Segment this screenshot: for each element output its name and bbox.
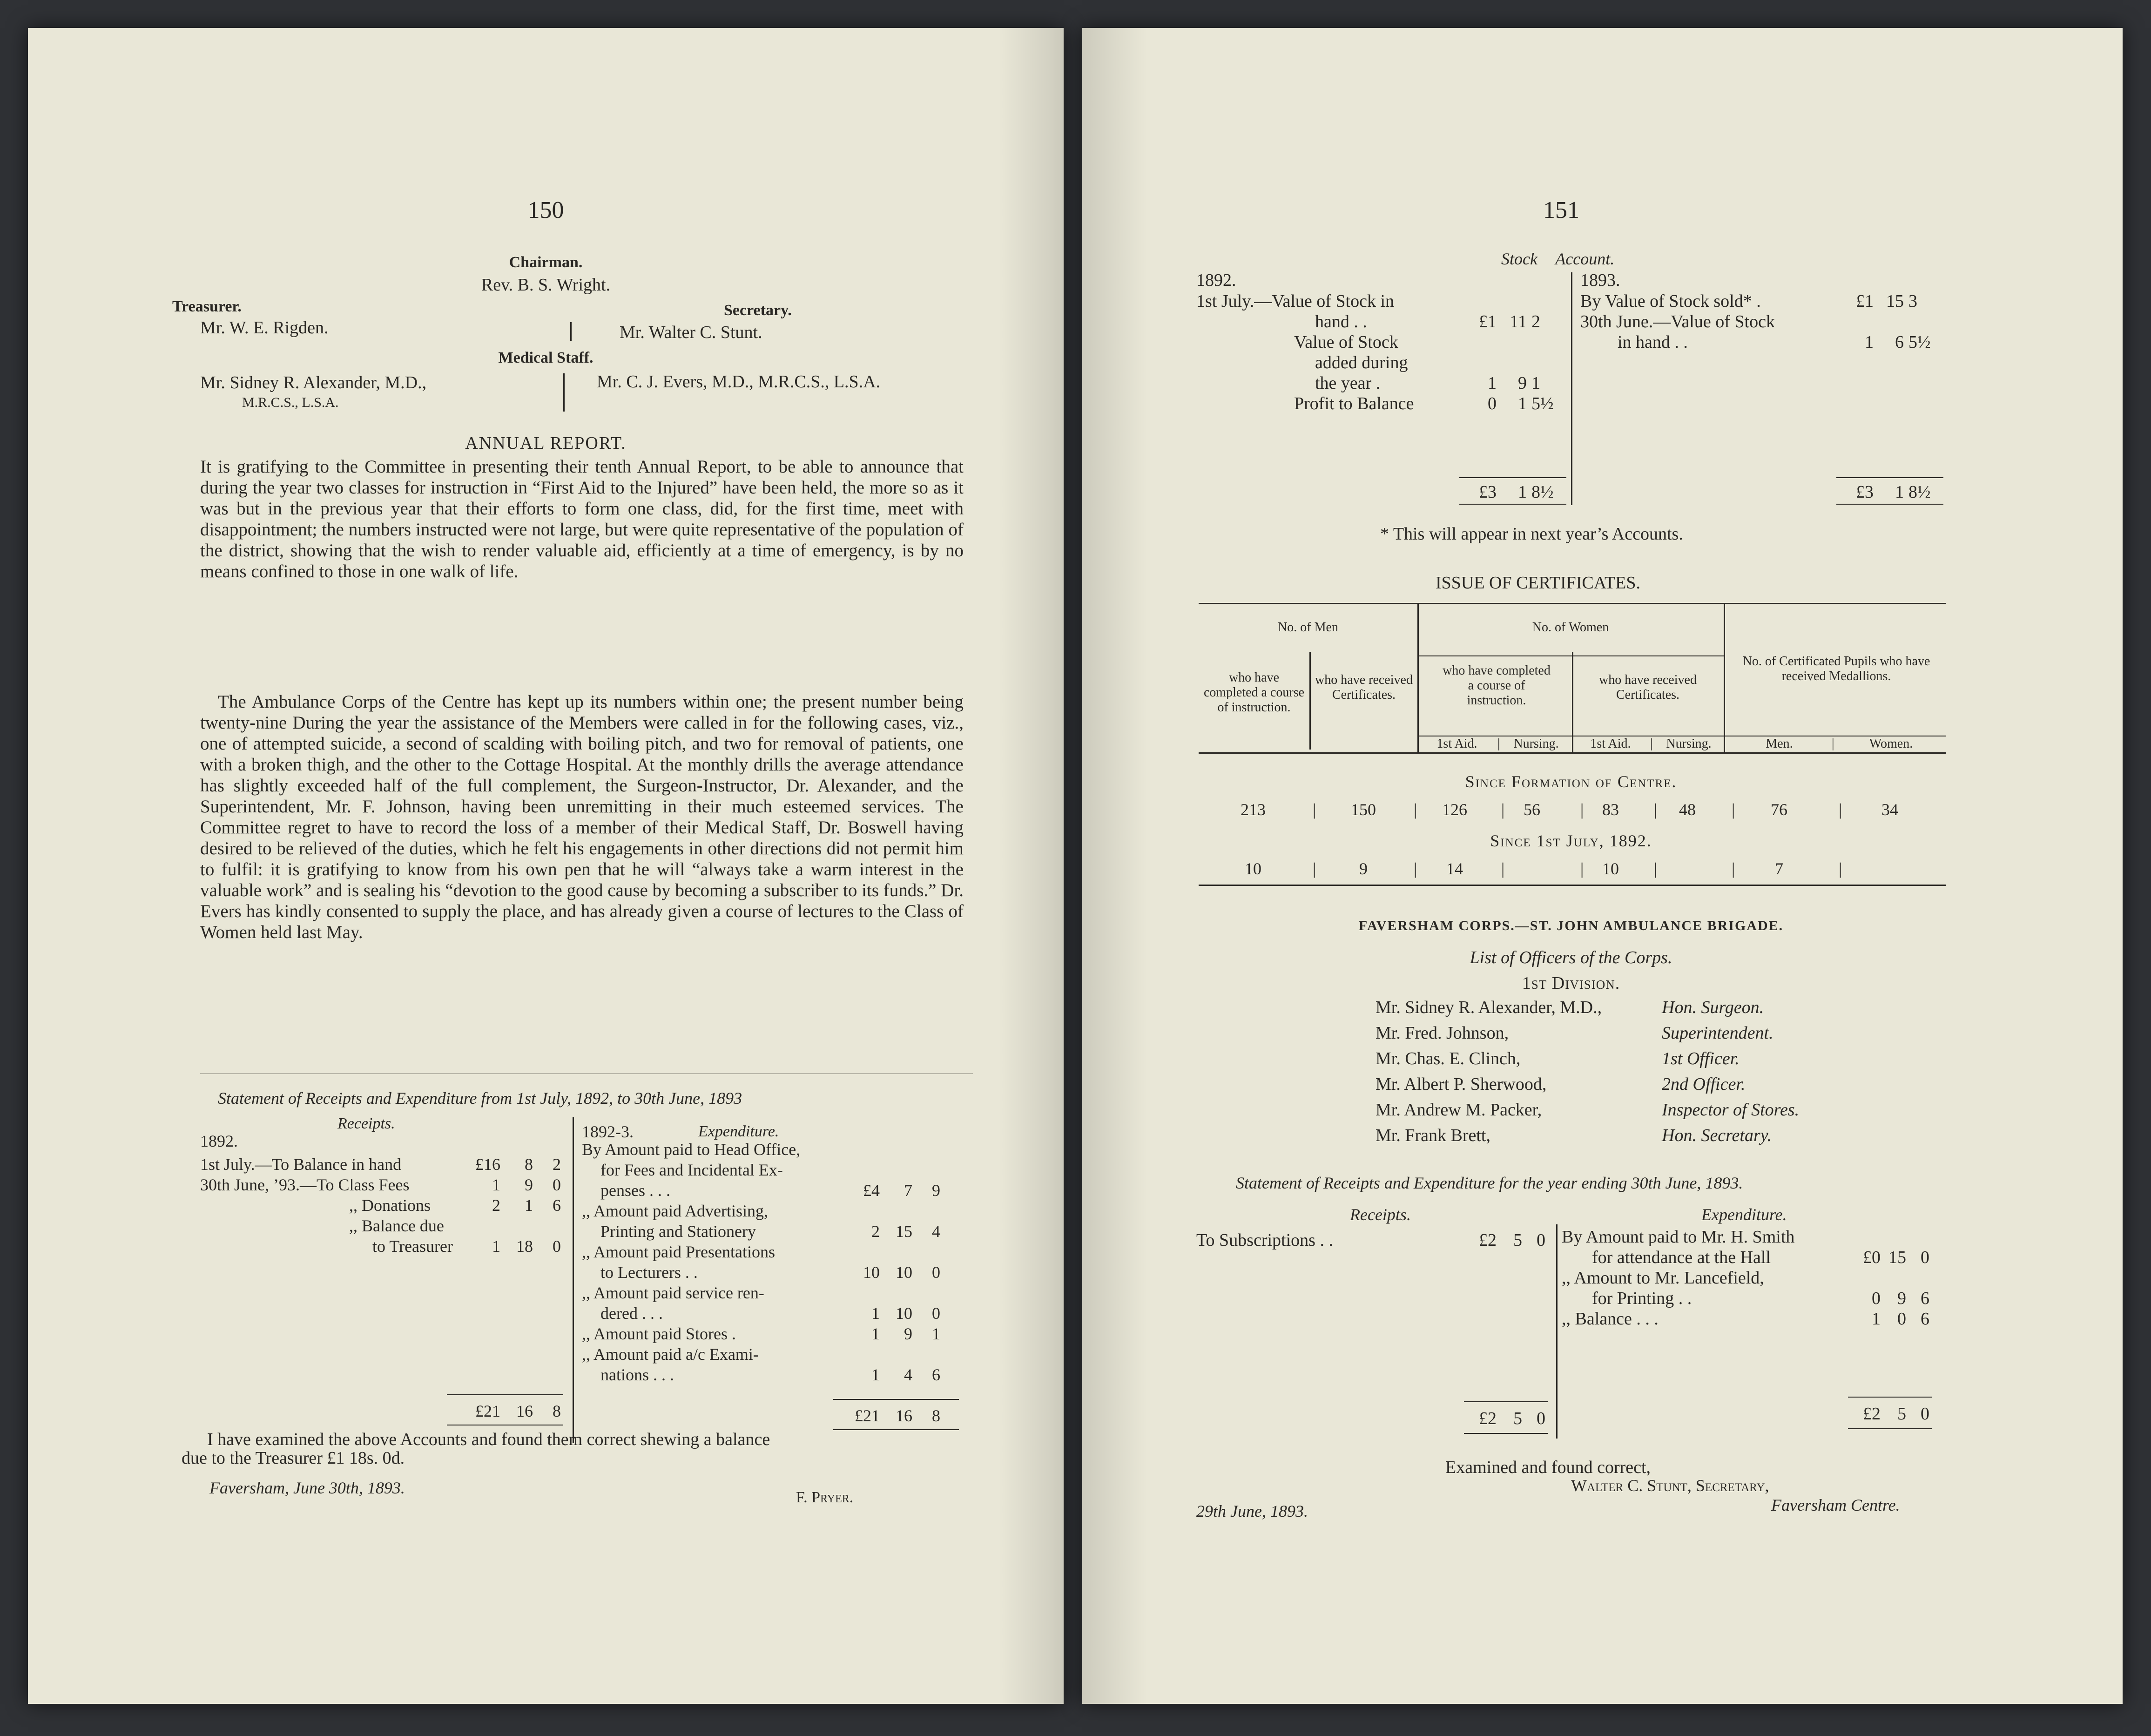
expenditure-line-label: nations . . . <box>600 1365 674 1384</box>
medical-staff-right-line1: Mr. C. J. Evers, M.D., M.R.C.S., L.S.A. <box>597 372 881 392</box>
subheader-nursing: Nursing. <box>1666 736 1712 751</box>
stock-account-title: Stock Account. <box>1501 250 1615 268</box>
expenditure-total-pounds: £21 <box>855 1406 880 1425</box>
expenditure-line-label: ,, Amount to Mr. Lancefield, <box>1562 1268 1764 1288</box>
expenditure-line-pence: 6 <box>1921 1289 1929 1308</box>
total-rule <box>1836 504 1943 505</box>
right-page <box>1082 28 2123 1704</box>
expenditure-line-label: Printing and Stationery <box>600 1222 756 1241</box>
statement2-receipts-total-pounds: £2 <box>1479 1409 1497 1428</box>
stock-line-label: the year . <box>1315 373 1381 393</box>
chairman-heading: Chairman. <box>509 254 583 271</box>
expenditure-line-pence: 1 <box>932 1324 940 1343</box>
cell-separator: | <box>1414 859 1417 878</box>
total-rule <box>1836 477 1943 478</box>
total-rule <box>1464 1433 1548 1434</box>
stock-line-pounds: £1 <box>1479 312 1497 331</box>
officer-role: 1st Officer. <box>1662 1049 1740 1068</box>
expenditure-line-pounds: 2 <box>871 1222 880 1241</box>
receipt-line-pence: 0 <box>553 1237 561 1256</box>
total-rule <box>1848 1397 1932 1398</box>
expenditure-line-pence: 6 <box>1921 1309 1929 1329</box>
stock-line-pounds: 1 <box>1488 373 1497 393</box>
receipt-line-label: To Subscriptions . . <box>1196 1230 1333 1250</box>
expenditure-line-label: for Printing . . <box>1592 1289 1692 1308</box>
total-rule <box>1848 1428 1932 1429</box>
receipt-line-label: ,, Donations <box>349 1196 431 1215</box>
subheader-separator: | <box>1832 736 1834 751</box>
table-bottom-rule <box>1199 885 1946 886</box>
officer-role: 2nd Officer. <box>1662 1074 1746 1094</box>
expenditure-line-label: ,, Amount paid Stores . <box>582 1324 736 1343</box>
expenditure-line-pounds: £0 <box>1863 1248 1881 1267</box>
total-rule <box>447 1394 563 1395</box>
stock-line-label: Profit to Balance <box>1294 394 1414 413</box>
expenditure-line-label: ,, Amount paid service ren- <box>582 1283 764 1302</box>
expenditure-line-pence: 9 <box>932 1181 940 1200</box>
expenditure-line-shillings: 15 <box>896 1222 912 1241</box>
statement2-title: Statement of Receipts and Expenditure for the year ending 30th June, 1893. <box>1236 1174 1743 1192</box>
stock-line-pounds: 1 <box>1865 332 1874 352</box>
receipts-year: 1892. <box>200 1132 238 1150</box>
expenditure-line-shillings: 9 <box>904 1324 912 1343</box>
expenditure-line-label: dered . . . <box>600 1304 663 1323</box>
table-cell: 213 <box>1241 800 1266 819</box>
examined-line: Examined and found correct, <box>1445 1458 1651 1477</box>
receipt-line-shillings: 9 <box>525 1175 533 1194</box>
stock-right-total-pence: 8½ <box>1908 482 1931 502</box>
secretary-heading: Secretary. <box>724 302 792 319</box>
statement2-receipts-heading: Receipts. <box>1350 1205 1411 1224</box>
stock-line-label: in hand . . <box>1618 332 1688 352</box>
table-divider <box>1309 652 1311 750</box>
treasurer-name: Mr. W. E. Rigden. <box>200 318 329 338</box>
expenditure-line-shillings: 10 <box>896 1263 912 1282</box>
cell-separator: | <box>1313 800 1316 819</box>
stock-line-shillings: 11 <box>1510 312 1527 331</box>
stock-line-label: added during <box>1315 353 1408 372</box>
table-cell: 126 <box>1442 800 1467 819</box>
receipts-total-pounds: £21 <box>475 1402 500 1420</box>
total-rule <box>1464 1401 1548 1402</box>
receipt-line-shillings: 5 <box>1513 1230 1522 1250</box>
expenditure-line-label: for Fees and Incidental Ex- <box>600 1161 783 1179</box>
auditor-signature: F. Pryer. <box>796 1489 854 1506</box>
cell-separator: | <box>1580 859 1584 878</box>
receipt-line-pounds: 1 <box>492 1237 500 1256</box>
signer-place: Faversham Centre. <box>1771 1496 1900 1514</box>
treasurer-heading: Treasurer. <box>172 298 242 315</box>
stock-line-shillings: 1 <box>1518 394 1527 413</box>
stock-line-pence: 5½ <box>1531 394 1554 413</box>
chairman-name: Rev. B. S. Wright. <box>481 275 611 295</box>
receipt-line-pence: 0 <box>553 1175 561 1194</box>
header-women-completed: who have completed a course of instruction. <box>1443 663 1551 708</box>
header-no-of-women: No. of Women <box>1532 620 1609 635</box>
report-paragraph-1: It is gratifying to the Committee in presenting their tenth Annual Report, to be able to announce that during the year two classes for instruction in “First Aid to the Injured” have been held, the more so as it was but in the previous year that their efforts to form one class, did, for the first time, meet with disappointment; the numbers instructed were not large, but were quite representative of the population of the district, showing that the wish to render valuable aid, efficiently at a time of emergency, is by no means confined to those in one walk of life. <box>200 457 964 581</box>
since-formation-label: Since Formation of Centre. <box>1465 772 1677 791</box>
officer-name: Mr. Andrew M. Packer, <box>1376 1100 1542 1120</box>
statement2-expenditure-total-pence: 0 <box>1921 1404 1929 1424</box>
expenditure-line-label: ,, Amount paid a/c Exami- <box>582 1345 759 1364</box>
expenditure-line-pounds: 1 <box>871 1304 880 1323</box>
stock-line-shillings: 6 <box>1895 332 1904 352</box>
expenditure-line-shillings: 15 <box>1888 1248 1906 1267</box>
officer-name: Mr. Albert P. Sherwood, <box>1376 1074 1547 1094</box>
table-top-rule <box>1199 603 1946 604</box>
expenditure-line-label: ,, Amount paid Advertising, <box>582 1202 768 1220</box>
column-divider <box>1556 1224 1558 1439</box>
cell-separator: | <box>1732 859 1735 878</box>
expenditure-line-label: penses . . . <box>600 1181 670 1200</box>
statement2-receipts-total-pence: 0 <box>1537 1409 1545 1428</box>
signer-line <box>1571 1476 1769 1495</box>
stock-line-label: 30th June.—Value of Stock <box>1580 312 1775 331</box>
expenditure-line-pounds: 0 <box>1872 1289 1881 1308</box>
table-cell: 9 <box>1359 859 1368 878</box>
receipt-line-label: to Treasurer <box>372 1237 453 1256</box>
stock-left-total-pence: 8½ <box>1531 482 1554 502</box>
stock-left-total-shillings: 1 <box>1518 482 1527 502</box>
place-date: Faversham, June 30th, 1893. <box>209 1479 405 1497</box>
subheader-separator: | <box>1650 736 1653 751</box>
expenditure-line-pounds: 1 <box>871 1365 880 1384</box>
audit-line-2: due to the Treasurer £1 18s. 0d. <box>182 1448 405 1468</box>
officer-role: Inspector of Stores. <box>1662 1100 1800 1120</box>
expenditure-line-label: for attendance at the Hall <box>1592 1248 1771 1267</box>
cell-separator: | <box>1654 859 1658 878</box>
cell-separator: | <box>1313 859 1316 878</box>
total-rule <box>1459 504 1566 505</box>
subheader-women: Women. <box>1869 736 1913 751</box>
since-july-label: Since 1st July, 1892. <box>1490 831 1652 850</box>
stock-left-total-pounds: £3 <box>1479 482 1497 502</box>
cell-separator: | <box>1501 800 1505 819</box>
receipt-line-pounds: £2 <box>1479 1230 1497 1250</box>
receipt-line-label: 30th June, ’93.—To Class Fees <box>200 1175 410 1194</box>
page-number: 150 <box>527 197 564 223</box>
table-cell: 150 <box>1351 800 1376 819</box>
medical-staff-left-line1: Mr. Sidney R. Alexander, M.D., <box>200 373 427 392</box>
cell-separator: | <box>1580 800 1584 819</box>
expenditure-line-pence: 6 <box>932 1365 940 1384</box>
expenditure-line-pence: 4 <box>932 1222 940 1241</box>
expenditure-line-pence: 0 <box>932 1304 940 1323</box>
table-cell: 76 <box>1771 800 1787 819</box>
stock-right-year: 1893. <box>1580 270 1620 290</box>
table-cell: 56 <box>1524 800 1540 819</box>
table-cell: 10 <box>1602 859 1619 878</box>
receipt-line-shillings: 18 <box>516 1237 533 1256</box>
statement2-receipts-total-shillings: 5 <box>1513 1409 1522 1428</box>
rule <box>200 1073 973 1074</box>
stock-line-pence: 2 <box>1531 312 1540 331</box>
expenditure-year: 1892-3. <box>582 1122 634 1141</box>
officer-name: Mr. Sidney R. Alexander, M.D., <box>1376 998 1602 1017</box>
statement2-expenditure-total-pounds: £2 <box>1863 1404 1881 1424</box>
annual-report-heading: ANNUAL REPORT. <box>465 433 627 453</box>
officer-name: Mr. Fred. Johnson, <box>1376 1023 1509 1043</box>
cell-separator: | <box>1732 800 1735 819</box>
receipts-heading: Receipts. <box>337 1115 395 1132</box>
expenditure-line-shillings: 10 <box>896 1304 912 1323</box>
table-divider <box>1724 604 1725 752</box>
cell-separator: | <box>1501 859 1505 878</box>
signer-name: Walter C. Stunt, Secretary, <box>1571 1476 1769 1495</box>
stock-footnote: * This will appear in next year’s Accounts. <box>1380 524 1683 544</box>
total-rule <box>833 1399 959 1400</box>
audit-line-1: I have examined the above Accounts and found them correct shewing a balance <box>207 1430 770 1449</box>
stock-line-pence: 3 <box>1908 291 1917 311</box>
statement2-date: 29th June, 1893. <box>1196 1502 1308 1520</box>
cell-separator: | <box>1414 800 1417 819</box>
expenditure-line-pounds: 1 <box>871 1324 880 1343</box>
receipt-line-pence: 0 <box>1537 1230 1545 1250</box>
table-cell: 34 <box>1881 800 1898 819</box>
header-women-received: who have received Certificates. <box>1599 673 1697 702</box>
table-cell: 48 <box>1679 800 1696 819</box>
header-no-of-men: No. of Men <box>1278 620 1338 635</box>
receipt-line-pence: 6 <box>553 1196 561 1215</box>
expenditure-line-shillings: 4 <box>904 1365 912 1384</box>
subheader-separator: | <box>1497 736 1500 751</box>
statement2-expenditure-total-shillings: 5 <box>1897 1404 1906 1424</box>
stock-line-pence: 1 <box>1531 373 1540 393</box>
stock-line-shillings: 9 <box>1518 373 1527 393</box>
stock-line-pence: 5½ <box>1908 332 1931 352</box>
stock-line-label: hand . . <box>1315 312 1367 331</box>
table-rule <box>1417 655 1724 656</box>
officer-role: Hon. Surgeon. <box>1662 998 1764 1017</box>
stock-line-label: 1st July.—Value of Stock in <box>1196 291 1395 311</box>
gutter-shadow <box>1082 28 1147 1704</box>
stock-line-label: Value of Stock <box>1294 332 1398 352</box>
report-paragraph-2: The Ambulance Corps of the Centre has kept up its numbers within one; the present number being twenty-nine During the year the assistance of the Members were called in for the following cases, viz., one of attempted suicide, a second of scalding with boiling pitch, and two for removal of patients, one with a broken thigh, and the other to the Cottage Hospital. At the monthly drills the average attendance has slightly exceeded half of the full complement, the Surgeon-Instructor, Dr. Alexander, and the Superintendent, Mr. F. Johnson, having been unremitting in their much esteemed services. The Committee regret to have to record the loss of a member of their Medical Staff, Dr. Boswell having desired to be relieved of the duties, which he felt his engagements in other directions did not permit him to fulfil: it is gratifying to know from his own pen that he will “always take a warm interest in the valuable work” and is sealing his “devotion to the good cause by becoming a subscriber to its funds.” Dr. Evers has kindly consented to supply the place, and has already given a course of lectures to the Class of Women held last May. <box>200 692 964 942</box>
expenditure-line-pounds: £4 <box>863 1181 880 1200</box>
receipt-line-pounds: £16 <box>475 1155 500 1174</box>
expenditure-line-label: By Amount paid to Head Office, <box>582 1140 801 1159</box>
table-cell: 83 <box>1602 800 1619 819</box>
table-cell: 7 <box>1775 859 1783 878</box>
subheader-first-aid: 1st Aid. <box>1436 736 1477 751</box>
stock-right-total-pounds: £3 <box>1856 482 1874 502</box>
expenditure-line-label: to Lecturers . . <box>600 1263 698 1282</box>
statement-title: Statement of Receipts and Expenditure from 1st July, 1892, to 30th June, 1893 <box>218 1089 742 1108</box>
expenditure-line-shillings: 0 <box>1897 1309 1906 1329</box>
receipt-line-label: 1st July.—To Balance in hand <box>200 1155 402 1174</box>
header-men-received: who have received Certificates. <box>1315 673 1413 702</box>
expenditure-line-label: ,, Amount paid Presentations <box>582 1243 775 1261</box>
expenditure-line-pence: 0 <box>1921 1248 1929 1267</box>
stock-line-pounds: 0 <box>1488 394 1497 413</box>
receipt-line-shillings: 8 <box>525 1155 533 1174</box>
receipt-line-pounds: 2 <box>492 1196 500 1215</box>
total-rule <box>833 1429 959 1430</box>
expenditure-heading: Expenditure. <box>698 1123 779 1140</box>
cell-separator: | <box>1839 859 1842 878</box>
receipt-line-label: ,, Balance due <box>349 1216 444 1235</box>
subheader-nursing: Nursing. <box>1513 736 1559 751</box>
expenditure-line-pence: 0 <box>932 1263 940 1282</box>
stock-left-year: 1892. <box>1196 270 1236 290</box>
brigade-subtitle: List of Officers of the Corps. <box>1470 948 1672 967</box>
header-medallions: No. of Certificated Pupils who have received Medallions. <box>1742 654 1930 683</box>
officer-name: Mr. Chas. E. Clinch, <box>1376 1049 1521 1068</box>
stock-line-pounds: £1 <box>1856 291 1874 311</box>
receipt-line-shillings: 1 <box>525 1196 533 1215</box>
division-label: 1st Division. <box>1522 973 1620 993</box>
receipt-line-pence: 2 <box>553 1155 561 1174</box>
left-page <box>28 28 1064 1704</box>
column-divider <box>1571 272 1572 505</box>
receipt-line-pounds: 1 <box>492 1175 500 1194</box>
brigade-title: FAVERSHAM CORPS.—ST. JOHN AMBULANCE BRIGADE. <box>1358 918 1784 933</box>
expenditure-line-pounds: 10 <box>863 1263 880 1282</box>
medical-staff-heading: Medical Staff. <box>498 349 593 366</box>
table-cell: 10 <box>1245 859 1261 878</box>
expenditure-line-label: ,, Balance . . . <box>1562 1309 1659 1329</box>
expenditure-total-pence: 8 <box>932 1406 940 1425</box>
expenditure-line-label: By Amount paid to Mr. H. Smith <box>1562 1227 1795 1247</box>
expenditure-total-shillings: 16 <box>896 1406 912 1425</box>
officer-role: Hon. Secretary. <box>1662 1126 1772 1145</box>
cell-separator: | <box>1839 800 1842 819</box>
subheader-first-aid: 1st Aid. <box>1590 736 1631 751</box>
total-rule <box>1459 477 1566 478</box>
medical-staff-left-line2: M.R.C.S., L.S.A. <box>242 395 339 410</box>
statement2-expenditure-heading: Expenditure. <box>1701 1205 1787 1224</box>
header-men-completed: who have completed a course of instruction. <box>1203 670 1305 715</box>
cell-separator: | <box>1654 800 1658 819</box>
subheader-men: Men. <box>1766 736 1793 751</box>
divider <box>570 322 572 341</box>
expenditure-line-shillings: 9 <box>1897 1289 1906 1308</box>
divider <box>563 373 565 412</box>
table-cell: 14 <box>1446 859 1463 878</box>
expenditure-line-pounds: 1 <box>1872 1309 1881 1329</box>
officer-name: Mr. Frank Brett, <box>1376 1126 1490 1145</box>
receipts-total-shillings: 16 <box>516 1402 533 1420</box>
expenditure-line-shillings: 7 <box>904 1181 912 1200</box>
table-header-bottom-rule <box>1199 752 1946 754</box>
stock-right-total-shillings: 1 <box>1895 482 1904 502</box>
secretary-name: Mr. Walter C. Stunt. <box>620 323 762 342</box>
officer-role: Superintendent. <box>1662 1023 1773 1043</box>
stock-line-label: By Value of Stock sold* . <box>1580 291 1761 311</box>
column-divider <box>573 1117 574 1443</box>
receipts-total-pence: 8 <box>553 1402 561 1420</box>
certificates-title: ISSUE OF CERTIFICATES. <box>1435 573 1641 593</box>
stock-line-shillings: 15 <box>1886 291 1904 311</box>
page-number: 151 <box>1543 197 1579 223</box>
